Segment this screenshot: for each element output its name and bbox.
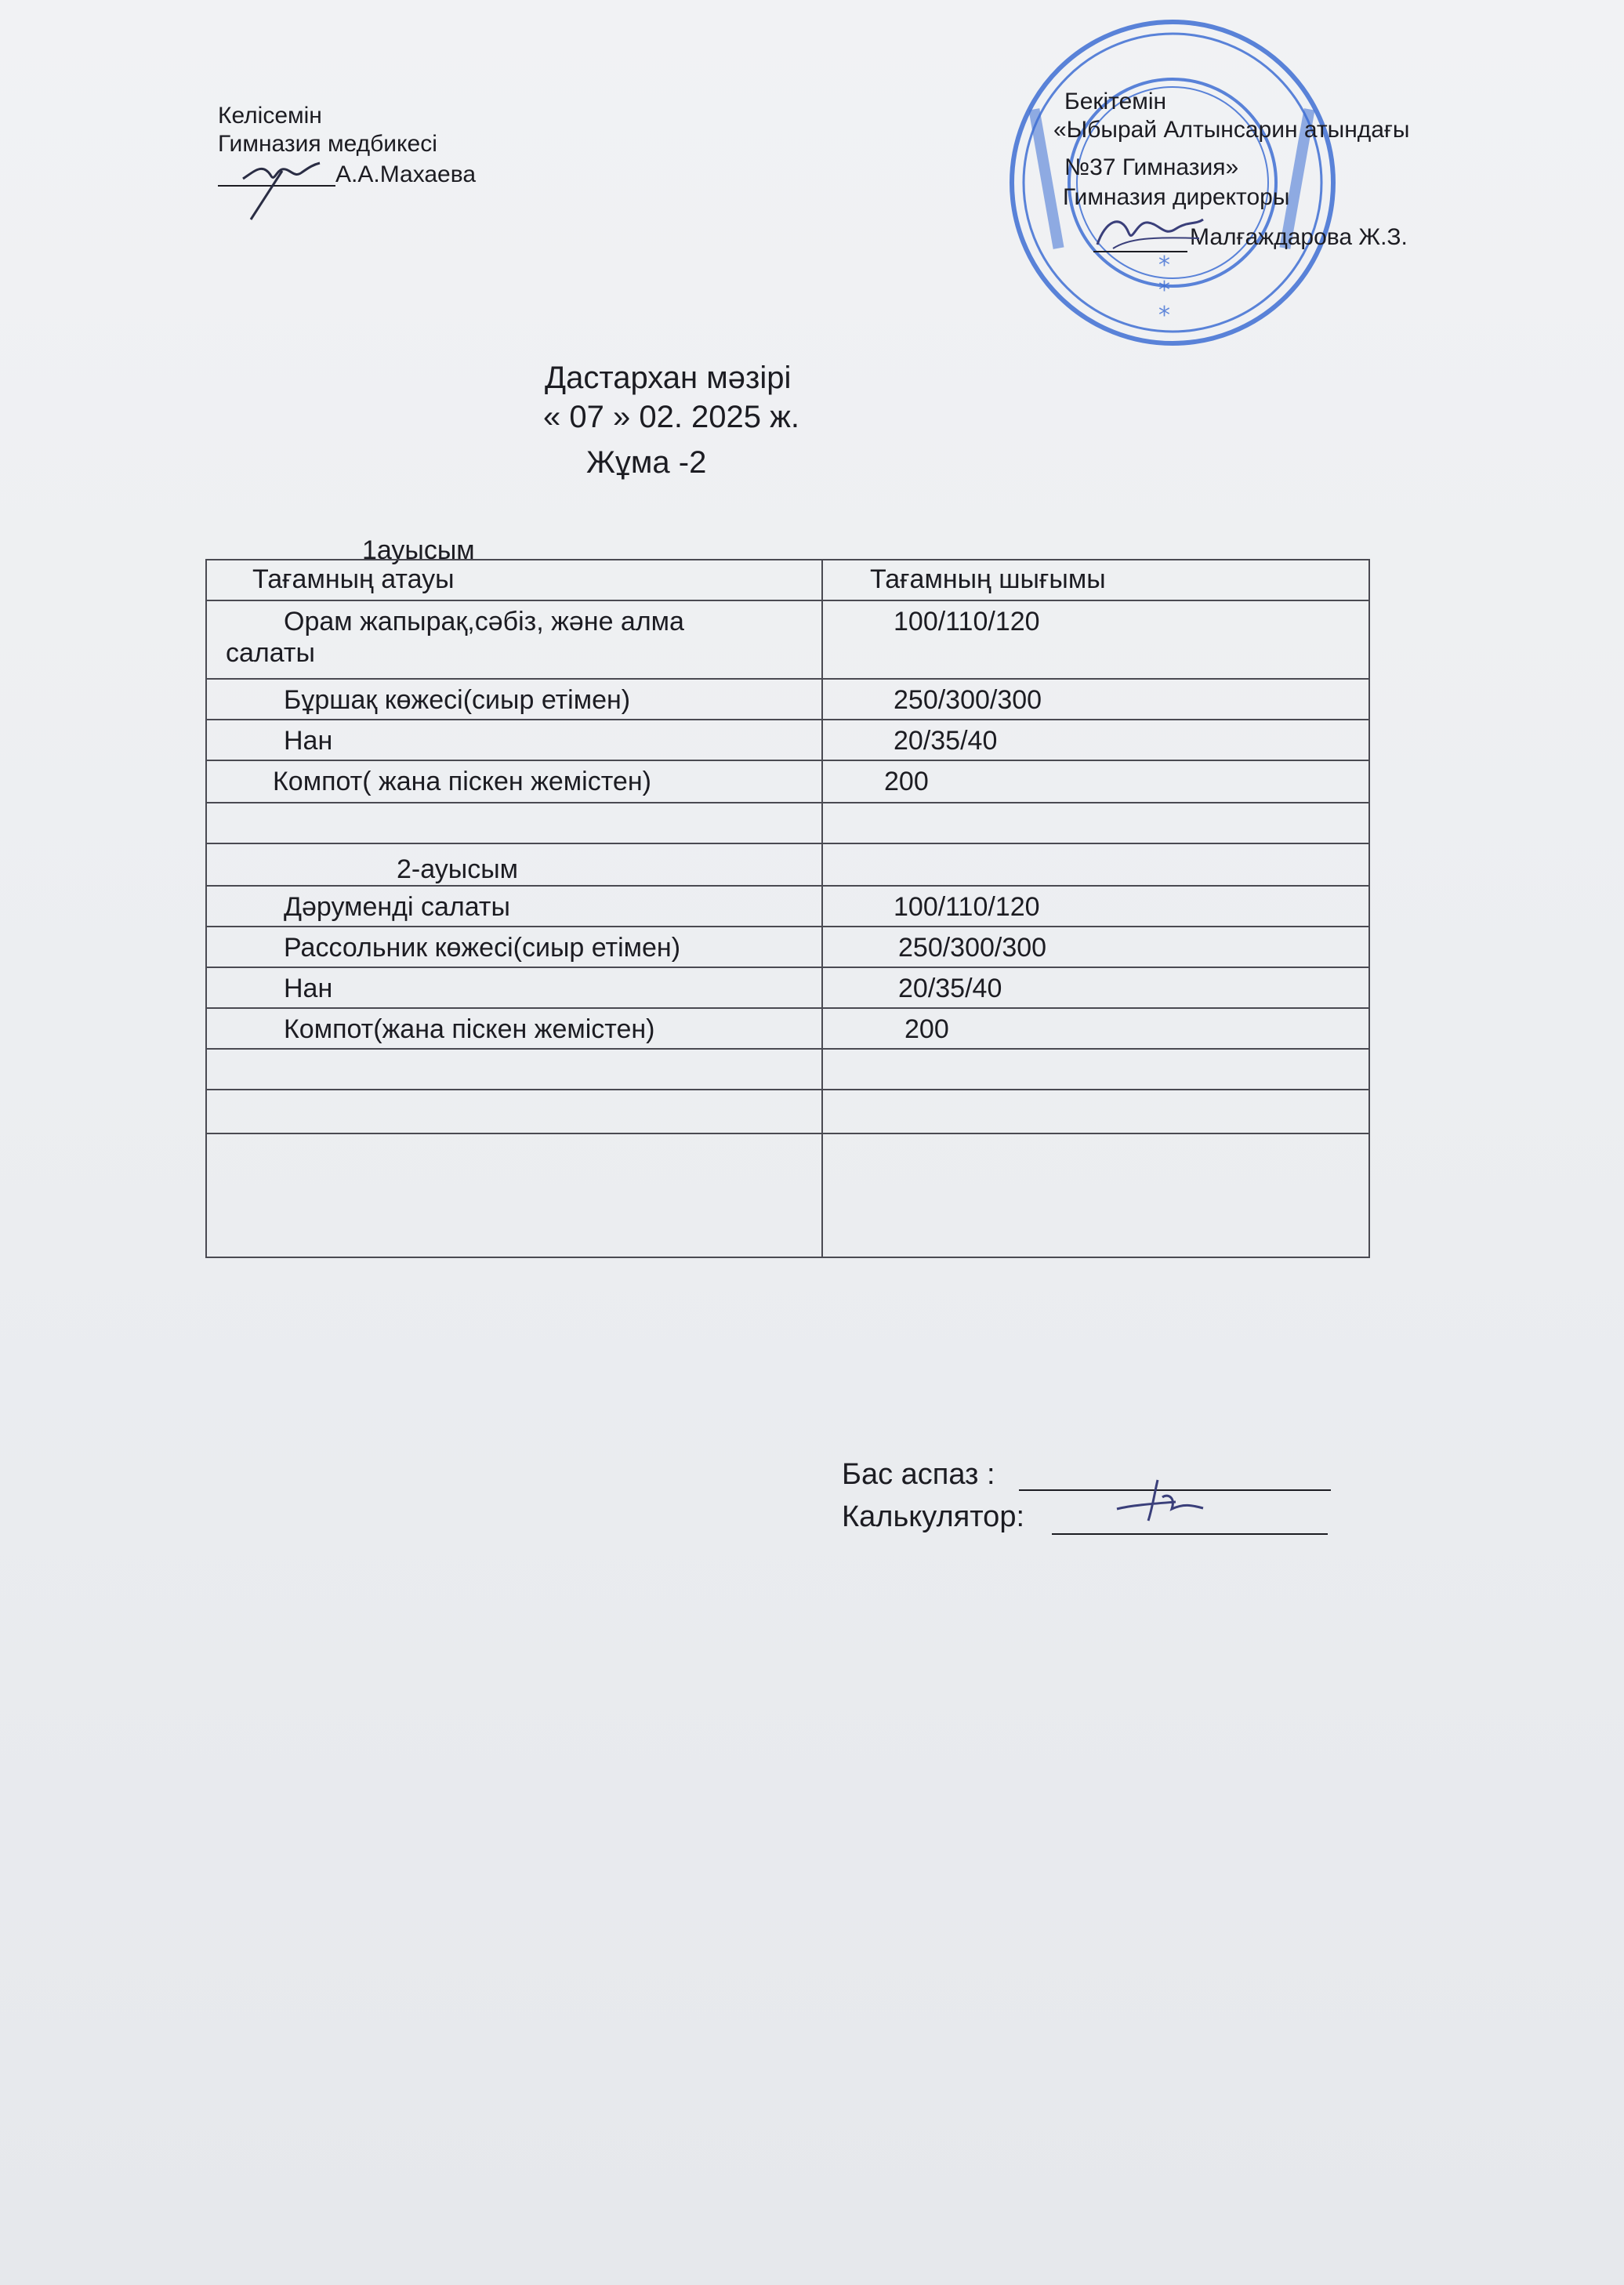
- dish-yield: 100/110/120: [894, 892, 1040, 922]
- dish-name: Нан: [284, 726, 333, 756]
- chef-label: Бас аспаз :: [842, 1458, 995, 1491]
- approval-right-org-line2: №37 Гимназия»: [1064, 154, 1239, 180]
- calculator-label: Калькулятор:: [842, 1500, 1025, 1533]
- calculator-signature: [1109, 1474, 1211, 1529]
- dish-name-continuation: салаты: [226, 638, 315, 668]
- table-row: [206, 600, 1369, 679]
- dish-name: Бұршақ көжесі(сиыр етімен): [284, 685, 631, 715]
- approval-left-role: Гимназия медбикесі: [218, 131, 437, 157]
- table-empty-row: [206, 1090, 1369, 1133]
- table-row: [206, 720, 1369, 760]
- dish-name: Нан: [284, 974, 333, 1003]
- svg-text:*: *: [1158, 277, 1170, 304]
- shift1-label: 1ауысым: [362, 535, 475, 565]
- table-row: [206, 967, 1369, 1008]
- table-empty-row: [206, 1049, 1369, 1090]
- svg-text:*: *: [1158, 252, 1170, 279]
- column-header-name: Тағамның атауы: [252, 564, 455, 594]
- header-cell-yield: [822, 560, 1369, 600]
- menu-title: Дастархан мәзірі: [545, 361, 792, 395]
- calculator-signature-line: [1052, 1533, 1328, 1535]
- official-seal-stamp: [994, 14, 1350, 351]
- director-signature: [1089, 205, 1207, 260]
- dish-yield: 200: [884, 767, 929, 796]
- menu-date: « 07 » 02. 2025 ж.: [543, 400, 800, 434]
- approval-right-heading: Бекітемін: [1064, 89, 1167, 114]
- approval-left-heading: Келісемін: [218, 103, 322, 129]
- dish-yield: 100/110/120: [894, 607, 1040, 637]
- dish-yield: 250/300/300: [894, 685, 1042, 715]
- dish-name: Дәруменді салаты: [284, 892, 510, 922]
- nurse-signature: [227, 147, 329, 222]
- table-row: [206, 843, 1369, 886]
- approval-left-name: А.А.Махаева: [335, 161, 477, 187]
- table-header-row: [206, 560, 1369, 600]
- dish-name: Компот( жана піскен жемістен): [273, 767, 651, 796]
- column-header-yield: Тағамның шығымы: [870, 564, 1106, 594]
- dish-yield: 20/35/40: [898, 974, 1002, 1003]
- approval-right-role: Гимназия директоры: [1063, 184, 1290, 210]
- dish-name: Компот(жана піскен жемістен): [284, 1014, 655, 1044]
- approval-right-org-line1: «Ыбырай Алтынсарин атындағы: [1053, 117, 1410, 143]
- header-cell-name: [206, 560, 822, 600]
- table-row: [206, 1008, 1369, 1049]
- dish-yield: 250/300/300: [898, 933, 1047, 963]
- table-empty-row: [206, 803, 1369, 843]
- dish-yield: 200: [904, 1014, 949, 1044]
- table-row: [206, 760, 1369, 803]
- approval-right-name: Малғаждарова Ж.З.: [1190, 224, 1408, 250]
- dish-name: Рассольник көжесі(сиыр етімен): [284, 933, 681, 963]
- table-row: [206, 886, 1369, 927]
- dish-yield: 20/35/40: [894, 726, 998, 756]
- menu-day: Жұма -2: [586, 445, 707, 480]
- table-empty-row: [206, 1133, 1369, 1257]
- table-row: [206, 679, 1369, 720]
- dish-name: Орам жапырақ,сәбіз, және алма: [284, 607, 684, 637]
- table-row: [206, 927, 1369, 967]
- menu-table: [205, 559, 1370, 1258]
- svg-text:*: *: [1158, 302, 1170, 329]
- shift2-label: 2-ауысым: [397, 854, 519, 884]
